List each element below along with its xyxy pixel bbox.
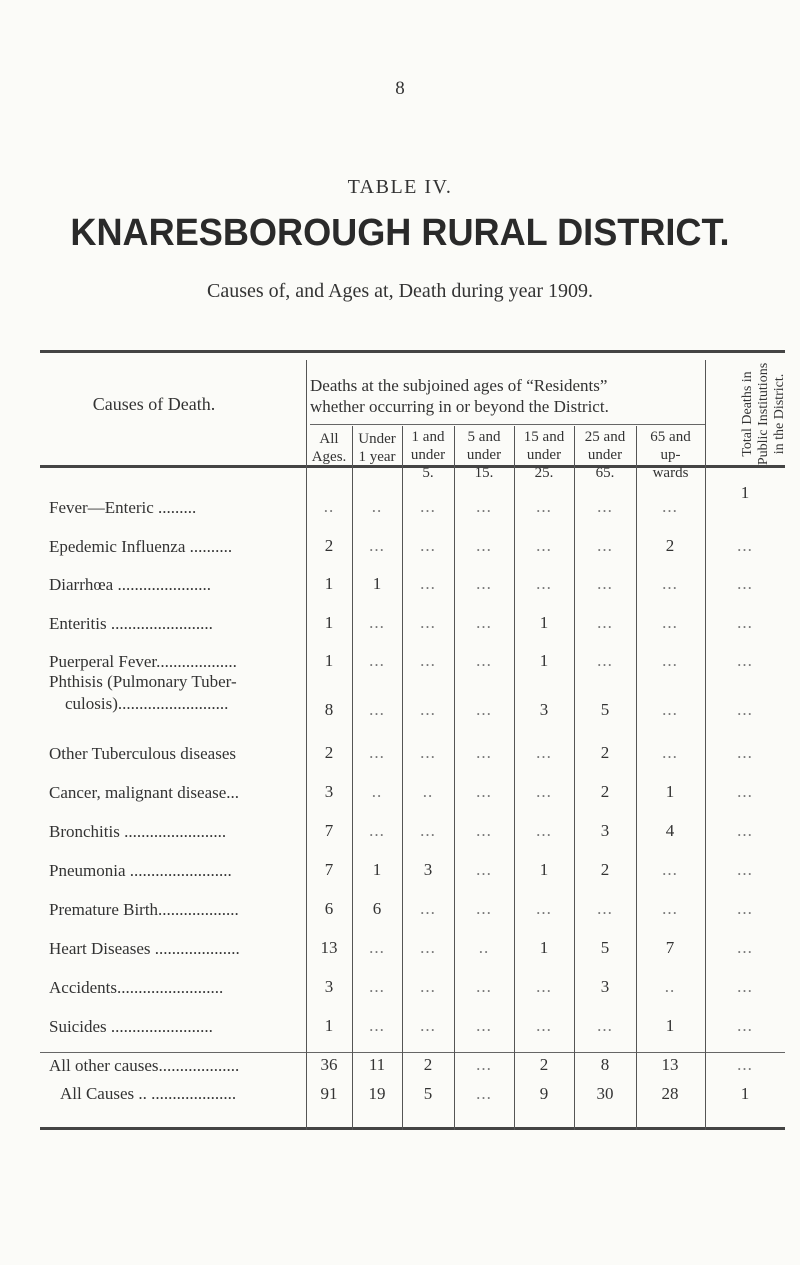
column-header-line: All (319, 431, 339, 447)
column-header-line: 15. (474, 465, 494, 481)
cause-of-death (49, 782, 239, 804)
count-cell: 3 (600, 977, 610, 996)
institutions-header-line: Public Institutions (756, 362, 771, 466)
count-cell: ... (597, 1016, 613, 1035)
count-cell: 13 (320, 938, 338, 957)
count-cell: ... (420, 899, 436, 918)
count-cell: ... (369, 743, 385, 762)
count-cell: ... (476, 1055, 492, 1074)
count-cell: 5 (600, 938, 610, 957)
cause-line: Enteritis ........................ (49, 614, 213, 633)
count-cell: ... (420, 536, 436, 555)
count-cell: 1 (539, 651, 549, 670)
cause-line: Premature Birth................... (49, 900, 239, 919)
cause-line: Epedemic Influenza .......... (49, 537, 233, 556)
column-divider (514, 426, 515, 1130)
column-header-line: under (526, 447, 562, 463)
cause-line: culosis).......................... (65, 694, 229, 713)
cause-line: Accidents......................... (49, 978, 224, 997)
cause-line: Fever—Enteric ......... (49, 498, 197, 517)
count-cell: ... (737, 821, 753, 840)
count-cell: 6 (324, 899, 334, 918)
count-cell: ... (737, 782, 753, 801)
count-cell: .. (664, 977, 676, 996)
total-cell: 5 (423, 1084, 433, 1103)
column-header-line: 65. (595, 465, 615, 481)
count-cell: ... (420, 977, 436, 996)
count-cell: 11 (368, 1055, 386, 1074)
count-cell: ... (536, 743, 552, 762)
cause-of-death (49, 938, 240, 960)
column-header-line: under (410, 447, 446, 463)
institutions-header-line: Total Deaths in (740, 371, 755, 457)
cause-line: Puerperal Fever................... (49, 652, 237, 671)
count-cell: 1 (324, 1016, 334, 1035)
count-cell: ... (369, 821, 385, 840)
table-label: TABLE IV. (347, 176, 453, 198)
count-cell: ... (536, 782, 552, 801)
cause-line: Diarrhœa ...................... (49, 575, 211, 594)
count-cell: ... (476, 700, 492, 719)
count-cell: ... (737, 700, 753, 719)
column-divider (636, 426, 637, 1130)
column-header-line: wards (652, 465, 689, 481)
cause-of-death (49, 536, 232, 558)
table-subtitle: Causes of, and Ages at, Death during year 1909. (206, 280, 593, 302)
column-header-line: under (587, 447, 623, 463)
count-cell: ... (662, 497, 678, 516)
count-cell: 7 (324, 860, 334, 879)
count-cell: ... (476, 497, 492, 516)
header-divider (310, 424, 705, 425)
column-header-all-ages (306, 430, 352, 466)
column-header-1-to-5 (402, 428, 454, 482)
cause-line: Other Tuberculous diseases (49, 744, 236, 763)
count-cell: ... (737, 899, 753, 918)
column-header-line: 25 and (584, 429, 626, 445)
count-cell: ... (476, 574, 492, 593)
count-cell: ... (369, 1016, 385, 1035)
count-cell: ... (597, 899, 613, 918)
count-cell: 2 (600, 782, 610, 801)
institutions-header (740, 363, 788, 465)
column-header-line: 1 year (358, 449, 396, 465)
top-rule (40, 350, 785, 353)
count-cell: 7 (324, 821, 334, 840)
count-cell: 2 (600, 743, 610, 762)
count-cell: 4 (665, 821, 675, 840)
count-cell: ... (420, 1016, 436, 1035)
count-cell: 8 (324, 700, 334, 719)
count-cell: 1 (324, 651, 334, 670)
count-cell: 1 (539, 938, 549, 957)
total-label: All Causes .. .................... (60, 1084, 237, 1103)
institutions-header-line: in the District. (772, 373, 787, 455)
total-rule (40, 1052, 785, 1053)
column-header-line: 65 and (650, 429, 691, 445)
column-header-line: 5 and (467, 429, 501, 445)
total-cell: 28 (661, 1084, 679, 1103)
count-cell: ... (476, 860, 492, 879)
cause-of-death (49, 977, 223, 999)
count-cell: 36 (320, 1055, 338, 1074)
count-cell: ... (476, 743, 492, 762)
count-cell: ... (476, 821, 492, 840)
column-header-5-to-15 (454, 428, 514, 482)
count-cell: ... (369, 700, 385, 719)
column-header-25-to-65 (574, 428, 636, 482)
count-cell: 1 (372, 860, 382, 879)
cause-of-death (49, 860, 232, 882)
count-cell: ... (662, 860, 678, 879)
count-cell: .. (422, 782, 434, 801)
count-cell: 1 (372, 574, 382, 593)
count-cell: .. (478, 938, 490, 957)
count-cell: ... (662, 651, 678, 670)
count-cell: 2 (665, 536, 675, 555)
count-cell: ... (420, 938, 436, 957)
district-title: KNARESBOROUGH RURAL DISTRICT. (70, 212, 730, 254)
bottom-rule (40, 1127, 785, 1130)
count-cell: ... (420, 821, 436, 840)
cause-of-death (49, 497, 196, 519)
count-cell: ... (476, 899, 492, 918)
ages-header-line: Deaths at the subjoined ages of “Residents” (310, 376, 608, 395)
column-header-line: under (466, 447, 502, 463)
cause-of-death (49, 899, 239, 921)
count-cell: ... (536, 1016, 552, 1035)
column-header-line: 1 and (411, 429, 445, 445)
count-cell: ... (597, 651, 613, 670)
column-header-65-upwards (636, 428, 705, 482)
count-cell: ... (476, 613, 492, 632)
count-cell: 2 (539, 1055, 549, 1074)
count-cell: ... (737, 860, 753, 879)
count-cell: 6 (372, 899, 382, 918)
count-cell: ... (662, 574, 678, 593)
count-cell: ... (536, 574, 552, 593)
ages-header-line: whether occurring in or beyond the District. (310, 397, 609, 416)
count-cell: 1 (665, 1016, 675, 1035)
count-cell: ... (476, 536, 492, 555)
count-cell: 2 (324, 743, 334, 762)
count-cell: ... (737, 613, 753, 632)
column-header-line: Under (358, 431, 396, 447)
count-cell: 13 (661, 1055, 679, 1074)
cause-line: Pneumonia ........................ (49, 861, 232, 880)
count-cell: 7 (665, 938, 675, 957)
count-cell: ... (420, 700, 436, 719)
count-cell: ... (597, 536, 613, 555)
cause-of-death (49, 743, 236, 765)
count-cell: ... (662, 613, 678, 632)
count-cell: ... (420, 613, 436, 632)
cause-of-death (49, 671, 237, 715)
count-cell: ... (737, 536, 753, 555)
count-cell: 3 (423, 860, 433, 879)
count-cell: ... (662, 743, 678, 762)
count-cell: ... (420, 574, 436, 593)
column-divider (705, 360, 706, 1130)
column-header-line: up- (660, 447, 681, 463)
cause-of-death (49, 1016, 213, 1038)
count-cell: ... (536, 536, 552, 555)
count-cell: ... (597, 613, 613, 632)
count-cell: ... (737, 938, 753, 957)
count-cell: ... (476, 977, 492, 996)
cause-of-death (49, 574, 211, 596)
count-cell: 1 (665, 782, 675, 801)
count-cell: ... (536, 821, 552, 840)
count-cell: 1 (539, 613, 549, 632)
total-cell: 91 (320, 1084, 338, 1103)
count-cell: 3 (600, 821, 610, 840)
count-cell: ... (536, 977, 552, 996)
count-cell: ... (737, 977, 753, 996)
count-cell: 1 (740, 483, 750, 502)
count-cell: ... (536, 497, 552, 516)
count-cell: .. (371, 497, 383, 516)
count-cell: ... (420, 651, 436, 670)
total-cell: 19 (368, 1084, 386, 1103)
cause-line: Phthisis (Pulmonary Tuber- (49, 672, 237, 691)
cause-line: Cancer, malignant disease... (49, 783, 240, 802)
count-cell: ... (369, 938, 385, 957)
count-cell: ... (420, 497, 436, 516)
cause-line: All other causes................... (49, 1056, 240, 1075)
count-cell: ... (420, 743, 436, 762)
cause-line: Bronchitis ........................ (49, 822, 227, 841)
count-cell: 3 (324, 977, 334, 996)
count-cell: .. (371, 782, 383, 801)
ages-header (310, 375, 705, 417)
count-cell: ... (536, 899, 552, 918)
count-cell: 3 (324, 782, 334, 801)
count-cell: 2 (600, 860, 610, 879)
total-cell: 1 (740, 1084, 750, 1103)
count-cell: ... (369, 977, 385, 996)
count-cell: 8 (600, 1055, 610, 1074)
total-cell: 30 (596, 1084, 614, 1103)
count-cell: 3 (539, 700, 549, 719)
column-header-line: 15 and (523, 429, 565, 445)
count-cell: 1 (539, 860, 549, 879)
count-cell: ... (597, 574, 613, 593)
count-cell: ... (737, 651, 753, 670)
column-header-under-1 (352, 430, 402, 466)
count-cell: ... (369, 651, 385, 670)
column-header-line: 25. (534, 465, 554, 481)
count-cell: 1 (324, 613, 334, 632)
cause-of-death (49, 821, 226, 843)
column-header-line: 5. (422, 465, 434, 481)
count-cell: ... (737, 743, 753, 762)
total-cell: 9 (539, 1084, 549, 1103)
column-header-line: Ages. (311, 449, 347, 465)
count-cell: ... (662, 899, 678, 918)
cause-of-death (49, 651, 237, 673)
count-cell: ... (476, 782, 492, 801)
count-cell: ... (369, 613, 385, 632)
cause-line: Heart Diseases .................... (49, 939, 240, 958)
count-cell: 2 (423, 1055, 433, 1074)
count-cell: .. (323, 497, 335, 516)
count-cell: ... (737, 574, 753, 593)
column-header-15-to-25 (514, 428, 574, 482)
column-divider (454, 426, 455, 1130)
cause-line: Suicides ........................ (49, 1017, 213, 1036)
count-cell: 1 (324, 574, 334, 593)
count-cell: ... (476, 1016, 492, 1035)
page-number: 8 (395, 78, 405, 99)
causes-header: Causes of Death. (92, 394, 216, 414)
column-divider (574, 426, 575, 1130)
count-cell: ... (597, 497, 613, 516)
count-cell: 5 (600, 700, 610, 719)
total-cell: ... (476, 1084, 492, 1103)
count-cell: ... (737, 1016, 753, 1035)
count-cell: ... (662, 700, 678, 719)
count-cell: ... (476, 651, 492, 670)
cause-of-death (49, 613, 213, 635)
cause-of-death (49, 1055, 239, 1077)
count-cell: 2 (324, 536, 334, 555)
count-cell: ... (737, 1055, 753, 1074)
count-cell: ... (369, 536, 385, 555)
